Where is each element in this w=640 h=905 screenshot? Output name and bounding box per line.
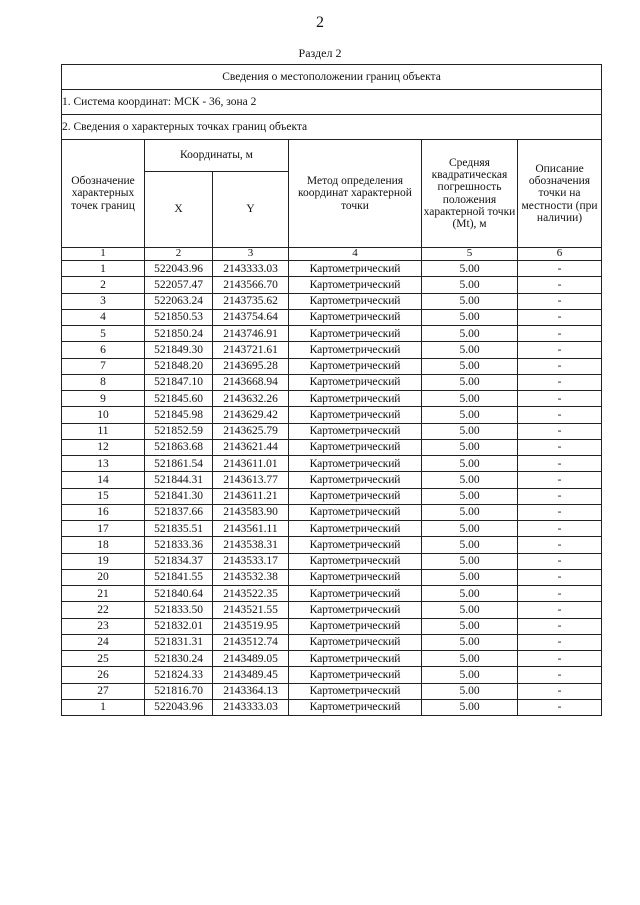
description-cell: - — [518, 521, 602, 537]
coord-x-cell: 521830.24 — [145, 651, 213, 667]
method-cell: Картометрический — [289, 569, 422, 585]
description-cell: - — [518, 634, 602, 650]
point-number-cell: 3 — [62, 293, 145, 309]
coordinate-system: 1. Система координат: МСК - 36, зона 2 — [62, 90, 602, 115]
error-mt-cell: 5.00 — [422, 472, 518, 488]
description-cell: - — [518, 504, 602, 520]
column-number: 5 — [422, 248, 518, 261]
coord-x-cell: 522057.47 — [145, 277, 213, 293]
table-row — [62, 456, 602, 472]
method-cell: Картометрический — [289, 374, 422, 390]
error-mt-cell: 5.00 — [422, 488, 518, 504]
description-cell: - — [518, 423, 602, 439]
method-cell: Картометрический — [289, 472, 422, 488]
error-mt-cell: 5.00 — [422, 521, 518, 537]
coord-x-cell: 521841.55 — [145, 569, 213, 585]
description-cell: - — [518, 699, 602, 715]
error-mt-cell: 5.00 — [422, 618, 518, 634]
method-cell: Картометрический — [289, 309, 422, 325]
coord-x-cell: 521833.36 — [145, 537, 213, 553]
method-cell: Картометрический — [289, 423, 422, 439]
table-row — [62, 277, 602, 293]
table-row — [62, 326, 602, 342]
coord-x-cell: 521840.64 — [145, 586, 213, 602]
point-number-cell: 24 — [62, 634, 145, 650]
coord-x-cell: 521844.31 — [145, 472, 213, 488]
error-mt-cell: 5.00 — [422, 602, 518, 618]
error-mt-cell: 5.00 — [422, 699, 518, 715]
error-mt-cell: 5.00 — [422, 553, 518, 569]
coord-x-cell: 521861.54 — [145, 456, 213, 472]
table-row — [62, 602, 602, 618]
table-row — [62, 699, 602, 715]
coord-x-cell: 521816.70 — [145, 683, 213, 699]
method-cell: Картометрический — [289, 586, 422, 602]
description-cell: - — [518, 277, 602, 293]
table-row — [62, 358, 602, 374]
method-cell: Картометрический — [289, 358, 422, 374]
coord-y-cell: 2143519.95 — [213, 618, 289, 634]
point-number-cell: 19 — [62, 553, 145, 569]
column-number: 3 — [213, 248, 289, 261]
description-cell: - — [518, 391, 602, 407]
table-row — [62, 667, 602, 683]
table-row — [62, 553, 602, 569]
header-error: Средняя квадратическая погрешность положения характерной точки (Mt), м — [422, 140, 518, 248]
point-number-cell: 5 — [62, 326, 145, 342]
table-row — [62, 586, 602, 602]
error-mt-cell: 5.00 — [422, 407, 518, 423]
coord-y-cell: 2143533.17 — [213, 553, 289, 569]
description-cell: - — [518, 358, 602, 374]
method-cell: Картометрический — [289, 261, 422, 277]
coord-x-cell: 521847.10 — [145, 374, 213, 390]
method-cell: Картометрический — [289, 683, 422, 699]
point-number-cell: 20 — [62, 569, 145, 585]
coord-y-cell: 2143522.35 — [213, 586, 289, 602]
column-number: 2 — [145, 248, 213, 261]
method-cell: Картометрический — [289, 618, 422, 634]
coord-x-cell: 521863.68 — [145, 439, 213, 455]
points-heading: 2. Сведения о характерных точках границ объекта — [62, 115, 602, 140]
error-mt-cell: 5.00 — [422, 634, 518, 650]
coord-x-cell: 521852.59 — [145, 423, 213, 439]
table-row — [62, 504, 602, 520]
coord-y-cell: 2143561.11 — [213, 521, 289, 537]
coord-y-cell: 2143625.79 — [213, 423, 289, 439]
table-row — [62, 309, 602, 325]
point-number-cell: 18 — [62, 537, 145, 553]
coord-x-cell: 521850.53 — [145, 309, 213, 325]
error-mt-cell: 5.00 — [422, 261, 518, 277]
error-mt-cell: 5.00 — [422, 293, 518, 309]
point-number-cell: 1 — [62, 261, 145, 277]
description-cell: - — [518, 488, 602, 504]
table-row — [62, 261, 602, 277]
header-method: Метод определения координат характерной точки — [289, 140, 422, 248]
error-mt-cell: 5.00 — [422, 423, 518, 439]
point-number-cell: 12 — [62, 439, 145, 455]
point-number-cell: 16 — [62, 504, 145, 520]
coord-y-cell: 2143583.90 — [213, 504, 289, 520]
coord-y-cell: 2143538.31 — [213, 537, 289, 553]
coord-y-cell: 2143611.01 — [213, 456, 289, 472]
method-cell: Картометрический — [289, 521, 422, 537]
method-cell: Картометрический — [289, 439, 422, 455]
error-mt-cell: 5.00 — [422, 309, 518, 325]
error-mt-cell: 5.00 — [422, 504, 518, 520]
point-number-cell: 23 — [62, 618, 145, 634]
column-number-row — [62, 248, 602, 261]
coord-y-cell: 2143613.77 — [213, 472, 289, 488]
error-mt-cell: 5.00 — [422, 537, 518, 553]
error-mt-cell: 5.00 — [422, 439, 518, 455]
error-mt-cell: 5.00 — [422, 374, 518, 390]
coord-y-cell: 2143668.94 — [213, 374, 289, 390]
point-number-cell: 22 — [62, 602, 145, 618]
description-cell: - — [518, 407, 602, 423]
method-cell: Картометрический — [289, 342, 422, 358]
table-title: Сведения о местоположении границ объекта — [62, 65, 602, 90]
table-row — [62, 293, 602, 309]
coord-x-cell: 521850.24 — [145, 326, 213, 342]
coord-y-cell: 2143489.05 — [213, 651, 289, 667]
table-row — [62, 407, 602, 423]
header-y: Y — [213, 172, 289, 248]
column-number: 1 — [62, 248, 145, 261]
point-number-cell: 7 — [62, 358, 145, 374]
method-cell: Картометрический — [289, 326, 422, 342]
description-cell: - — [518, 309, 602, 325]
table-row — [62, 683, 602, 699]
coord-y-cell: 2143721.61 — [213, 342, 289, 358]
description-cell: - — [518, 342, 602, 358]
point-number-cell: 2 — [62, 277, 145, 293]
coord-y-cell: 2143695.28 — [213, 358, 289, 374]
point-number-cell: 17 — [62, 521, 145, 537]
error-mt-cell: 5.00 — [422, 651, 518, 667]
method-cell: Картометрический — [289, 407, 422, 423]
table-row — [62, 342, 602, 358]
description-cell: - — [518, 293, 602, 309]
column-number: 6 — [518, 248, 602, 261]
description-cell: - — [518, 618, 602, 634]
description-cell: - — [518, 472, 602, 488]
method-cell: Картометрический — [289, 456, 422, 472]
table-row — [62, 391, 602, 407]
page-number: 2 — [316, 14, 324, 31]
description-cell: - — [518, 439, 602, 455]
description-cell: - — [518, 602, 602, 618]
coord-y-cell: 2143735.62 — [213, 293, 289, 309]
method-cell: Картометрический — [289, 293, 422, 309]
point-number-cell: 11 — [62, 423, 145, 439]
table-row — [62, 569, 602, 585]
point-number-cell: 15 — [62, 488, 145, 504]
table-row — [62, 488, 602, 504]
description-cell: - — [518, 586, 602, 602]
description-cell: - — [518, 537, 602, 553]
description-cell: - — [518, 683, 602, 699]
coord-y-cell: 2143521.55 — [213, 602, 289, 618]
error-mt-cell: 5.00 — [422, 391, 518, 407]
error-mt-cell: 5.00 — [422, 569, 518, 585]
coord-x-cell: 522063.24 — [145, 293, 213, 309]
coord-y-cell: 2143754.64 — [213, 309, 289, 325]
description-cell: - — [518, 374, 602, 390]
method-cell: Картометрический — [289, 391, 422, 407]
coord-y-cell: 2143566.70 — [213, 277, 289, 293]
coord-x-cell: 521837.66 — [145, 504, 213, 520]
error-mt-cell: 5.00 — [422, 683, 518, 699]
error-mt-cell: 5.00 — [422, 667, 518, 683]
coord-x-cell: 521833.50 — [145, 602, 213, 618]
method-cell: Картометрический — [289, 699, 422, 715]
coord-y-cell: 2143512.74 — [213, 634, 289, 650]
coord-x-cell: 522043.96 — [145, 261, 213, 277]
coord-x-cell: 521831.31 — [145, 634, 213, 650]
error-mt-cell: 5.00 — [422, 326, 518, 342]
point-number-cell: 21 — [62, 586, 145, 602]
point-number-cell: 25 — [62, 651, 145, 667]
description-cell: - — [518, 261, 602, 277]
description-cell: - — [518, 456, 602, 472]
point-number-cell: 1 — [62, 699, 145, 715]
method-cell: Картометрический — [289, 602, 422, 618]
coord-y-cell: 2143333.03 — [213, 261, 289, 277]
coord-x-cell: 521832.01 — [145, 618, 213, 634]
description-cell: - — [518, 651, 602, 667]
description-cell: - — [518, 326, 602, 342]
coord-x-cell: 521845.60 — [145, 391, 213, 407]
table-row — [62, 439, 602, 455]
table-row — [62, 472, 602, 488]
point-number-cell: 6 — [62, 342, 145, 358]
coord-x-cell: 521835.51 — [145, 521, 213, 537]
table-row — [62, 537, 602, 553]
coord-x-cell: 521848.20 — [145, 358, 213, 374]
header-description: Описание обозначения точки на местности (при наличии) — [518, 140, 602, 248]
coord-y-cell: 2143611.21 — [213, 488, 289, 504]
point-number-cell: 4 — [62, 309, 145, 325]
error-mt-cell: 5.00 — [422, 277, 518, 293]
coord-x-cell: 521849.30 — [145, 342, 213, 358]
coord-y-cell: 2143621.44 — [213, 439, 289, 455]
column-number: 4 — [289, 248, 422, 261]
coord-y-cell: 2143364.13 — [213, 683, 289, 699]
coord-y-cell: 2143532.38 — [213, 569, 289, 585]
error-mt-cell: 5.00 — [422, 342, 518, 358]
error-mt-cell: 5.00 — [422, 456, 518, 472]
section-title: Раздел 2 — [298, 46, 342, 60]
method-cell: Картометрический — [289, 537, 422, 553]
coord-y-cell: 2143489.45 — [213, 667, 289, 683]
description-cell: - — [518, 569, 602, 585]
header-coordinates: Координаты, м — [145, 140, 289, 172]
table-row — [62, 618, 602, 634]
error-mt-cell: 5.00 — [422, 358, 518, 374]
header-designation: Обозначение характерных точек границ — [62, 140, 145, 248]
error-mt-cell: 5.00 — [422, 586, 518, 602]
point-number-cell: 10 — [62, 407, 145, 423]
coord-x-cell: 522043.96 — [145, 699, 213, 715]
coord-x-cell: 521841.30 — [145, 488, 213, 504]
description-cell: - — [518, 667, 602, 683]
method-cell: Картометрический — [289, 667, 422, 683]
coord-y-cell: 2143333.03 — [213, 699, 289, 715]
point-number-cell: 14 — [62, 472, 145, 488]
coord-y-cell: 2143746.91 — [213, 326, 289, 342]
point-number-cell: 8 — [62, 374, 145, 390]
table-row — [62, 651, 602, 667]
coord-x-cell: 521834.37 — [145, 553, 213, 569]
coord-y-cell: 2143632.26 — [213, 391, 289, 407]
point-number-cell: 26 — [62, 667, 145, 683]
table-row — [62, 521, 602, 537]
method-cell: Картометрический — [289, 651, 422, 667]
boundary-points-table — [61, 64, 602, 716]
coord-y-cell: 2143629.42 — [213, 407, 289, 423]
method-cell: Картометрический — [289, 553, 422, 569]
point-number-cell: 9 — [62, 391, 145, 407]
method-cell: Картометрический — [289, 488, 422, 504]
point-number-cell: 27 — [62, 683, 145, 699]
coord-x-cell: 521824.33 — [145, 667, 213, 683]
description-cell: - — [518, 553, 602, 569]
method-cell: Картометрический — [289, 277, 422, 293]
method-cell: Картометрический — [289, 634, 422, 650]
point-number-cell: 13 — [62, 456, 145, 472]
coord-x-cell: 521845.98 — [145, 407, 213, 423]
table-row — [62, 634, 602, 650]
method-cell: Картометрический — [289, 504, 422, 520]
table-row — [62, 374, 602, 390]
header-x: X — [145, 172, 213, 248]
table-row — [62, 423, 602, 439]
